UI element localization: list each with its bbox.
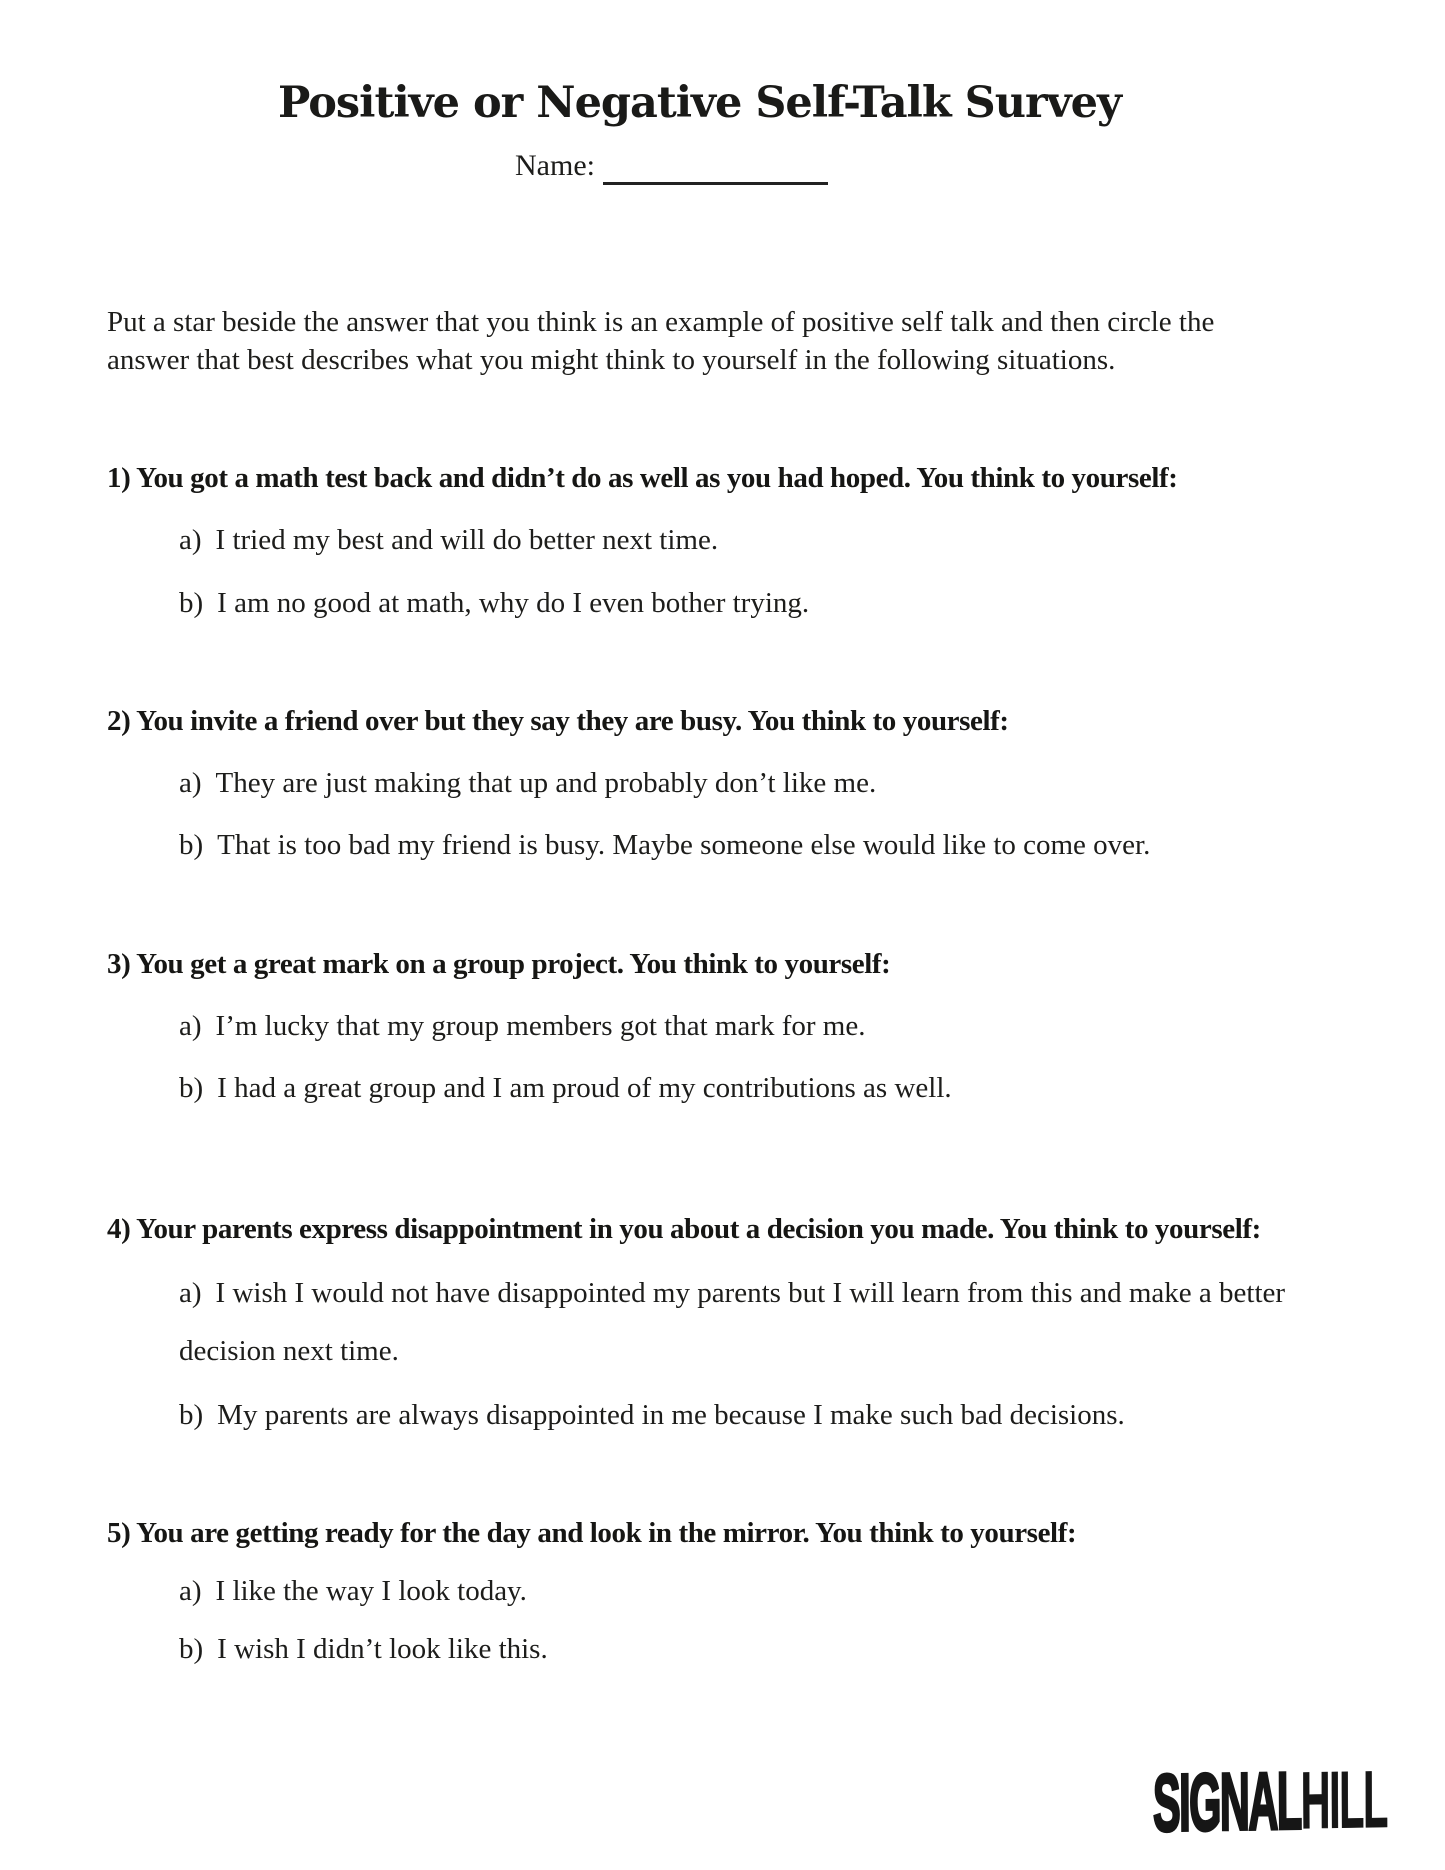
logo-text-signal: SIGNAL	[1152, 1754, 1301, 1849]
question-1	[107, 459, 1292, 622]
question-4-option-b[interactable]	[179, 1386, 1292, 1444]
instructions-text: Put a star beside the answer that you think is an example of positive self talk and then circle the answer that best describes what you might think to yourself in the following situations.	[107, 305, 1215, 376]
option-label: b)	[179, 1398, 204, 1431]
option-text: My parents are always disappointed in me because I make such bad decisions.	[217, 1398, 1125, 1431]
option-label: a)	[179, 1276, 202, 1309]
option-label: a)	[179, 524, 202, 557]
option-label: b)	[179, 829, 204, 862]
name-input-line[interactable]	[603, 148, 828, 185]
option-text: That is too bad my friend is busy. Maybe someone else would like to come over.	[217, 829, 1151, 862]
question-1-option-b[interactable]	[179, 584, 1292, 622]
option-label: b)	[179, 1072, 204, 1105]
question-4	[107, 1200, 1292, 1444]
question-5-option-a[interactable]	[179, 1572, 1292, 1610]
page-title: Positive or Negative Self-Talk Survey	[278, 78, 1121, 128]
question-5-option-b[interactable]	[179, 1630, 1292, 1668]
option-text: I like the way I look today.	[215, 1574, 527, 1607]
option-text: I am no good at math, why do I even bother trying.	[217, 586, 810, 619]
name-label: Name:	[515, 148, 595, 182]
question-5	[107, 1514, 1292, 1669]
question-2-option-b[interactable]	[179, 826, 1292, 864]
question-4-option-a[interactable]	[179, 1264, 1292, 1380]
option-text: I wish I would not have disappointed my parents but I will learn from this and make a better decision next time.	[179, 1276, 1286, 1367]
question-3-option-b[interactable]	[179, 1069, 1292, 1107]
logo-text-hill: HILL	[1300, 1753, 1388, 1846]
option-label: a)	[179, 767, 202, 800]
option-label: a)	[179, 1009, 202, 1042]
worksheet-content	[107, 0, 1292, 1668]
signalhill-logo	[1152, 1753, 1388, 1849]
question-prompt: 4) Your parents express disappointment in you about a decision you made. You think to yourself:	[107, 1212, 1261, 1245]
question-1-option-a[interactable]	[179, 521, 1292, 559]
option-text: I wish I didn’t look like this.	[217, 1633, 548, 1666]
question-prompt: 3) You get a great mark on a group project. You think to yourself:	[107, 947, 891, 980]
question-2	[107, 702, 1292, 865]
option-label: b)	[179, 1633, 204, 1666]
option-text: I tried my best and will do better next time.	[215, 524, 719, 557]
question-prompt: 5) You are getting ready for the day and look in the mirror. You think to yourself:	[107, 1516, 1077, 1549]
option-text: I had a great group and I am proud of my contributions as well.	[217, 1072, 952, 1105]
question-prompt: 1) You got a math test back and didn’t do as well as you had hoped. You think to yourself:	[107, 462, 1178, 495]
option-text: They are just making that up and probably don’t like me.	[215, 767, 877, 800]
name-field-row	[79, 146, 1264, 185]
question-3	[107, 945, 1292, 1108]
option-label: b)	[179, 586, 204, 619]
question-prompt: 2) You invite a friend over but they say they are busy. You think to yourself:	[107, 704, 1009, 737]
question-2-option-a[interactable]	[179, 764, 1292, 802]
option-text: I’m lucky that my group members got that mark for me.	[215, 1009, 866, 1042]
option-label: a)	[179, 1574, 202, 1607]
question-3-option-a[interactable]	[179, 1007, 1292, 1045]
